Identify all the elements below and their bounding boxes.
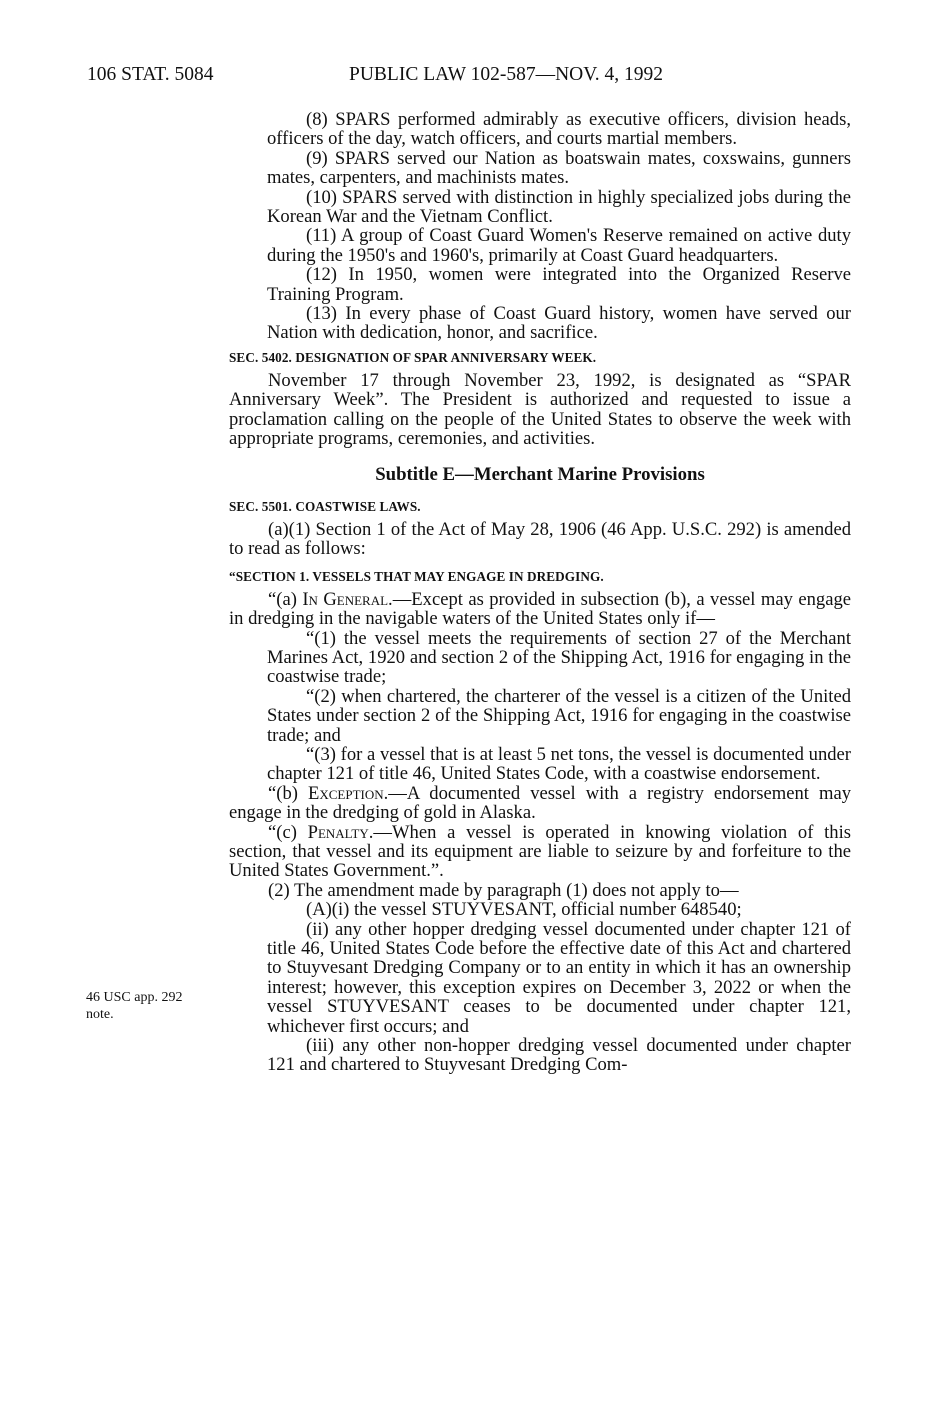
clause-a-ii: (ii) any other hopper dredging vessel documented under chapter 121 of title 46, United States Code before the effective date of this Act and chartered to Stuyvesant Dredging Company or to an entity in which it has an ownership interest; however, this exception expires on December 3, 2022 or when the vessel STUYVESANT ceases to be documented under chapter 121, whichever first occurs; and bbox=[267, 918, 851, 1037]
condition-2: “(2) when chartered, the charterer of the vessel is a citizen of the United States under section 2 of the Shipping Act, 1916 for engaging in the coastwise trade; and bbox=[267, 685, 851, 746]
section-5402-text: November 17 through November 23, 1992, is designated as “SPAR Anniversary Week”. The President is authorized and requested to issue a proclamation calling on the people of the United States to observe the week with appropriate programs, ceremonies, and activities. bbox=[229, 369, 851, 450]
finding-paragraph-11: (11) A group of Coast Guard Women's Reserve remained on active duty during the 1950's and 1960's, primarily at Coast Guard headquarters. bbox=[267, 225, 851, 266]
finding-paragraph-10: (10) SPARS served with distinction in highly specialized jobs during the Korean War and the Vietnam Conflict. bbox=[267, 186, 851, 228]
subtitle-heading: Subtitle E—Merchant Marine Provisions bbox=[375, 463, 705, 485]
subsection-text: .—When a vessel is operated in knowing violation of this section, that vessel and its equipment are liable to seizure by and forfeiture to the United States Government.”. bbox=[229, 821, 852, 882]
subsection-text: .—A documented vessel with a registry endorsement may engage in the dredging of gold in Alaska. bbox=[229, 782, 851, 824]
subsection-prefix: “(a) bbox=[268, 588, 303, 610]
margin-note bbox=[86, 989, 216, 1023]
section-heading-5402: SEC. 5402. DESIGNATION OF SPAR ANNIVERSARY WEEK. bbox=[229, 349, 597, 365]
clause-a-iii: (iii) any other non-hopper dredging vessel documented under chapter 121 and chartered to Stuyvesant Dredging Com- bbox=[267, 1035, 851, 1076]
clause-a-i: (A)(i) the vessel STUYVESANT, official number 648540; bbox=[306, 899, 742, 921]
subsection-label: Penalty bbox=[307, 821, 369, 843]
subsection-penalty bbox=[229, 823, 851, 881]
finding-paragraph-12: (12) In 1950, women were integrated into the Organized Reserve Training Program. bbox=[267, 264, 851, 305]
subsection-in-general bbox=[229, 590, 851, 629]
subsection-a1: (a)(1) Section 1 of the Act of May 28, 1906 (46 App. U.S.C. 292) is amended to read as follows: bbox=[229, 518, 851, 560]
subsection-label: Exception bbox=[307, 782, 384, 804]
finding-paragraph-13: (13) In every phase of Coast Guard history, women have served our Nation with dedication, honor, and sacrifice. bbox=[267, 303, 851, 344]
subsection-exception bbox=[229, 784, 851, 823]
subsection-text: .—Except as provided in subsection (b), a vessel may engage in dredging in the navigable waters of the United States only if— bbox=[229, 588, 851, 630]
subsection-prefix: “(c) bbox=[268, 821, 308, 843]
public-law-title: PUBLIC LAW 102-587—NOV. 4, 1992 bbox=[349, 64, 664, 85]
margin-note-line: note. bbox=[86, 1007, 114, 1022]
subsection-label: In General bbox=[302, 588, 389, 610]
margin-note-line: 46 USC app. 292 bbox=[86, 990, 183, 1005]
section-1-heading: “SECTION 1. VESSELS THAT MAY ENGAGE IN DREDGING. bbox=[229, 568, 604, 584]
condition-3: “(3) for a vessel that is at least 5 net tons, the vessel is documented under chapter 121 of title 46, United States Code, with a coastwise endorsement. bbox=[267, 743, 851, 785]
stat-page-reference: 106 STAT. 5084 bbox=[87, 64, 214, 85]
page-header bbox=[87, 62, 857, 88]
condition-1: “(1) the vessel meets the requirements of section 27 of the Merchant Marines Act, 1920 and section 2 of the Shipping Act, 1916 for engaging in the coastwise trade; bbox=[267, 627, 851, 688]
document-body bbox=[229, 110, 851, 1075]
subsection-a2: (2) The amendment made by paragraph (1) does not apply to— bbox=[268, 879, 739, 901]
finding-paragraph-9: (9) SPARS served our Nation as boatswain mates, coxswains, gunners mates, carpenters, and machinists mates. bbox=[267, 147, 851, 189]
finding-paragraph-8: (8) SPARS performed admirably as executive officers, division heads, officers of the day, watch officers, and courts martial members. bbox=[267, 109, 851, 150]
section-heading-5501: SEC. 5501. COASTWISE LAWS. bbox=[229, 498, 421, 514]
subsection-prefix: “(b) bbox=[268, 782, 308, 804]
